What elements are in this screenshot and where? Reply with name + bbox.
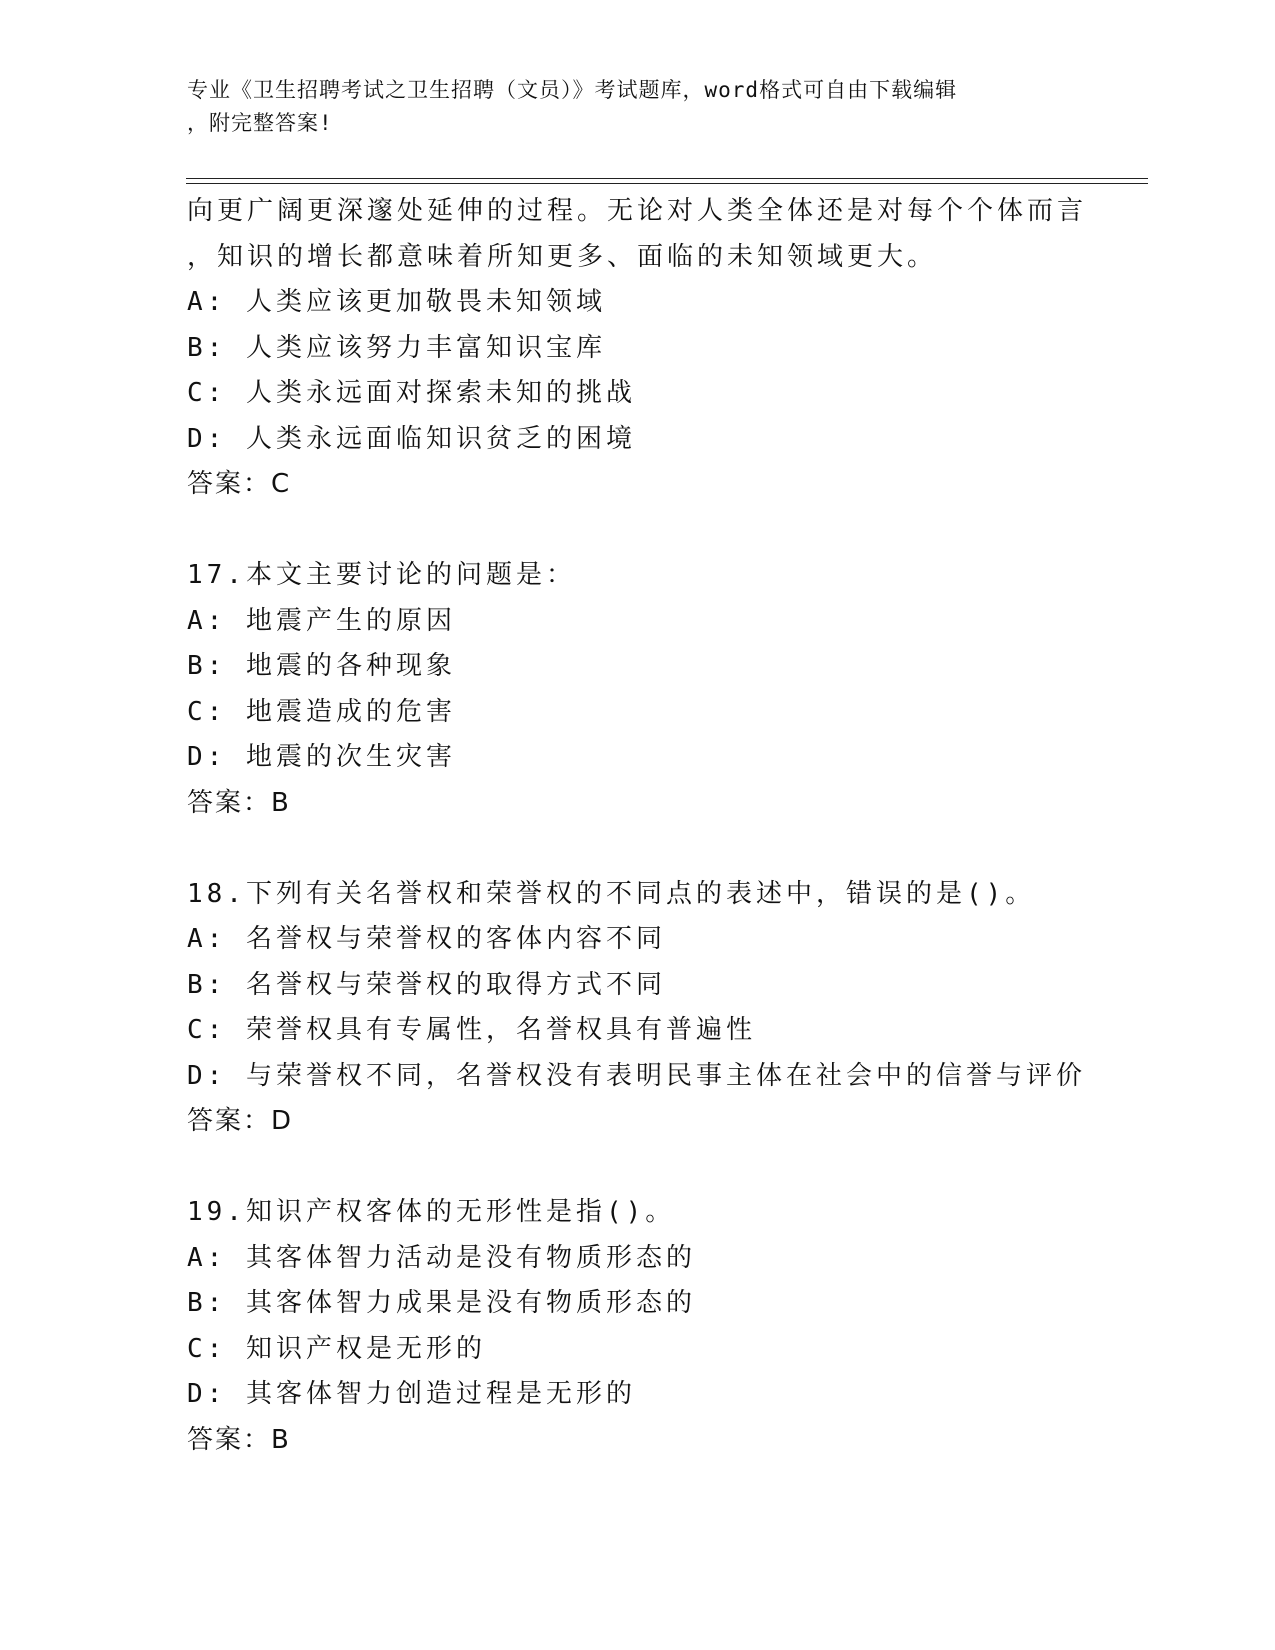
question-text-line: 向更广阔更深邃处延伸的过程。无论对人类全体还是对每个个体而言 [187,196,1088,226]
question-16-continuation [187,189,1147,508]
option-a: A: 其客体智力活动是没有物质形态的 [187,1242,696,1273]
spacer [187,1145,1147,1191]
answer-line: 答案：D [187,1106,294,1136]
header-divider [186,178,1148,184]
question-17 [187,553,1147,826]
question-stem: 19.知识产权客体的无形性是指()。 [187,1197,676,1227]
option-b: B: 地震的各种现象 [187,651,456,681]
answer-line: 答案：B [187,1424,291,1455]
question-18 [187,872,1147,1145]
answer-line: 答案：C [187,469,292,499]
question-stem: 17.本文主要讨论的问题是： [187,560,576,590]
option-c: C: 地震造成的危害 [187,696,456,727]
option-c: C: 知识产权是无形的 [187,1333,486,1364]
option-b: B: 人类应该努力丰富知识宝库 [187,332,606,363]
answer-line: 答案：B [187,787,291,818]
header-line-2: ，附完整答案! [187,111,333,135]
option-b: B: 其客体智力成果是没有物质形态的 [187,1288,696,1318]
option-d: D: 其客体智力创造过程是无形的 [187,1379,636,1409]
option-b: B: 名誉权与荣誉权的取得方式不同 [187,969,666,1000]
question-content [187,189,1147,1463]
document-header [187,74,1087,140]
spacer [187,508,1147,554]
question-19 [187,1190,1147,1463]
option-a: A: 地震产生的原因 [187,605,456,636]
option-a: A: 人类应该更加敬畏未知领域 [187,287,606,317]
spacer [187,826,1147,872]
option-c: C: 人类永远面对探索未知的挑战 [187,378,636,408]
option-a: A: 名誉权与荣誉权的客体内容不同 [187,924,666,954]
header-line-1: 专业《卫生招聘考试之卫生招聘（文员）》考试题库，word格式可自由下载编辑 [187,78,958,102]
option-d: D: 地震的次生灾害 [187,742,456,772]
option-d: D: 人类永远面临知识贫乏的困境 [187,423,636,454]
question-stem: 18.下列有关名誉权和荣誉权的不同点的表述中，错误的是()。 [187,878,1036,909]
question-text-line: ，知识的增长都意味着所知更多、面临的未知领域更大。 [187,241,938,272]
option-c: C: 荣誉权具有专属性，名誉权具有普遍性 [187,1015,756,1045]
option-d: D: 与荣誉权不同，名誉权没有表明民事主体在社会中的信誉与评价 [187,1060,1086,1091]
